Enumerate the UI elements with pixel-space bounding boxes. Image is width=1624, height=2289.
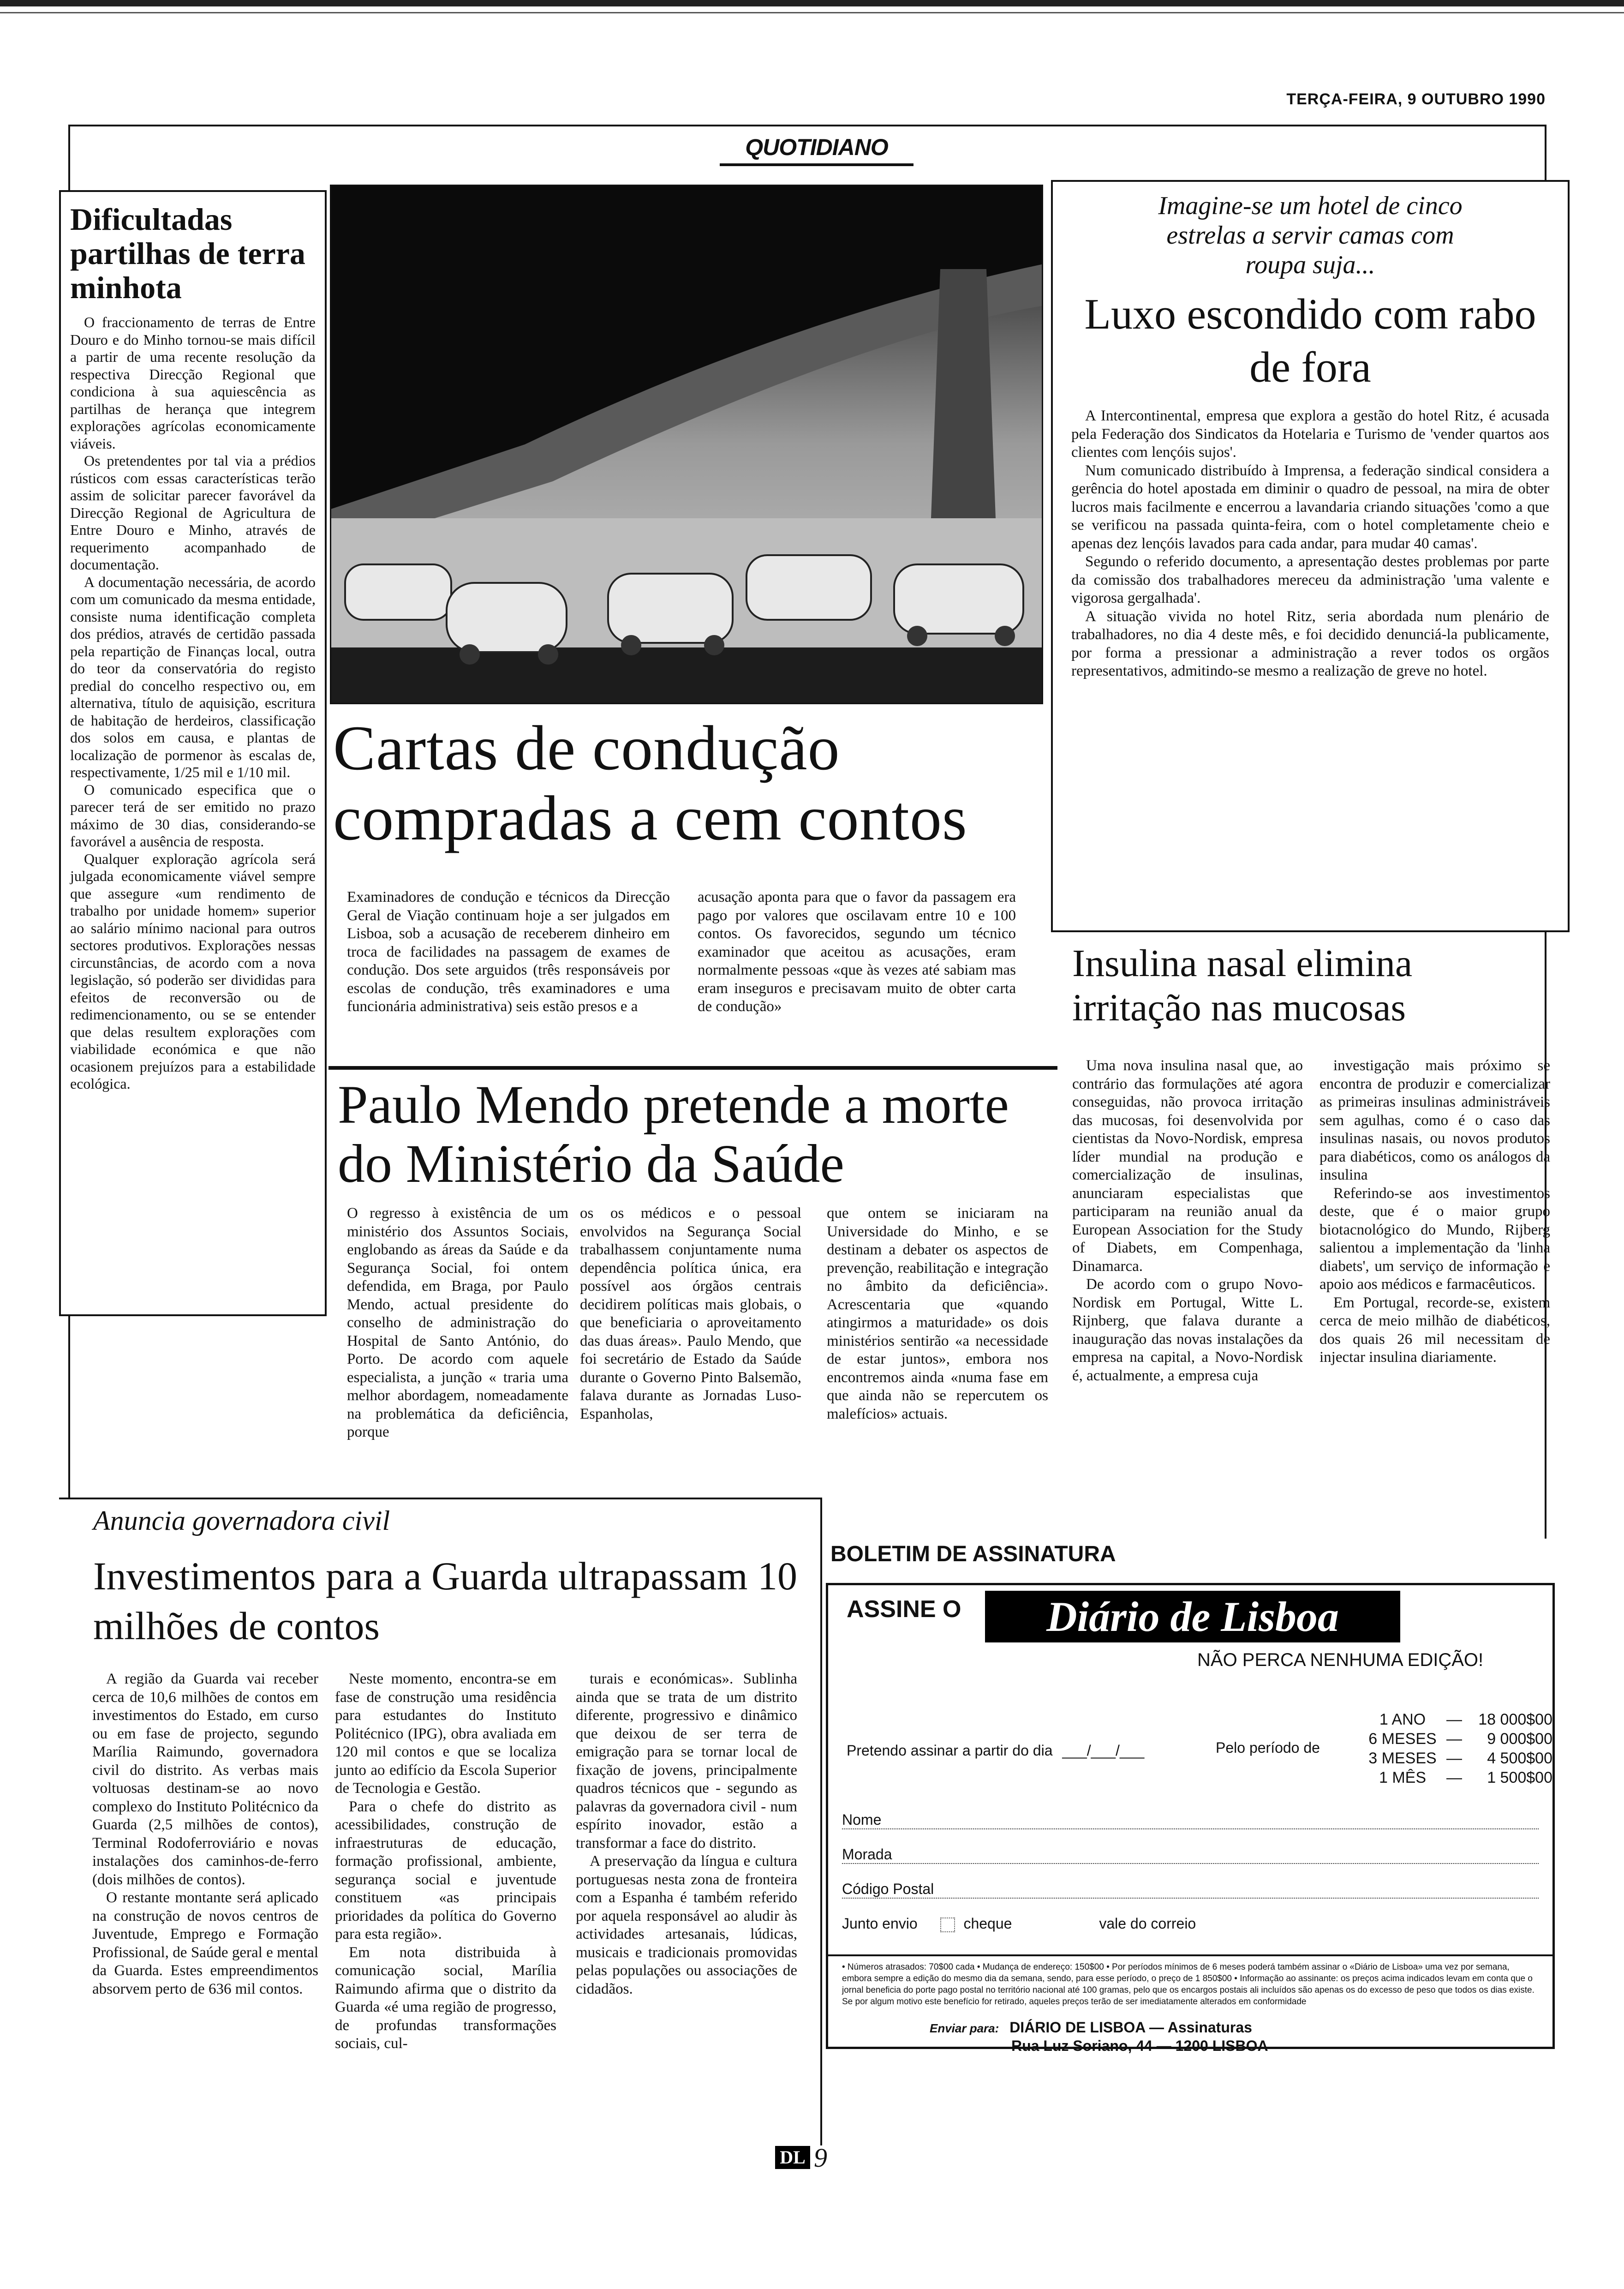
payment-label: Junto envio bbox=[842, 1915, 918, 1932]
paragraph: O fraccionamento de terras de Entre Douro e do Minho tornou-se mais difícil a partir de uma recente resolução da respectiva Direcção Regional que condiciona à sua aquiescência as partilhas de herança que integrem explorações agrícolas economicamente viáveis. bbox=[70, 314, 316, 452]
parking-photo bbox=[330, 185, 1043, 704]
diario-lisboa-logo: Diário de Lisboa bbox=[985, 1591, 1400, 1642]
cheque-checkbox[interactable] bbox=[940, 1917, 955, 1932]
paragraph: Qualquer exploração agrícola será julgada economicamente viável sempre que assegure «um rendimento de trabalho por unidade homem» superior ao salário mínimo nacional para outros sectores produtivos. Explorações nessas circunstâncias, de acordo com a nova legislação, só poderão ser divididas para efeitos de reconversão ou de redimencionamento, ou se se entender que delas resultem explorações com viabilidade económica e que não ocasionem prejuízos para a estabilidade ecológica. bbox=[70, 850, 316, 1092]
vale-label: vale do correio bbox=[1099, 1915, 1196, 1932]
paragraph: Os pretendentes por tal via a prédios rústicos com essas características terão assim de solicitar parecer favorável da Direcção Regional de Agricultura de Entre Douro e Minho, através de requerimento acompanhado de documentação. bbox=[70, 452, 316, 573]
footer-logo: DL bbox=[775, 2146, 810, 2169]
subscription-footnote: • Números atrasados: 70$00 cada • Mudança de endereço: 150$00 • Por períodos mínimos de 6 meses poderá também assinar o «Diário de Lisboa» uma vez por semana, embora sempre a edição do mesmo dia da semana, sendo, para esse período, o preço de 1 850$00 • Informação ao assinante: os preços acima indicados levam em conta que o jornal beneficia do porte pago postal no território nacional até 100 gramas, pelo que os encargos postais ali incluídos são apenas os do excesso de peso que todos os dias existe. Se por algum motivo este benefício for retirado, aqueles preços terão de ser imediatamente alterados em conformidade bbox=[842, 1962, 1534, 2007]
article-mendo-col3: que ontem se iniciaram na Universidade do Minho, e se destinam a debater os aspectos de prevenção, reabilitação e integração no âmbito da deficiência». Acrescentaria que «quando atingirmos a maturidade» os dois ministérios sentirão «a necessidade de estar juntos», embora nos encontremos ainda «numa fase em que ainda não se repercutem os malefícios» actuais. bbox=[827, 1205, 1048, 1422]
paragraph: investigação mais próximo se encontra de produzir e comercializar as primeiras insulinas administráveis sem agulhas, como é o caso das insulinas nasais, ou novos produtos para diabéticos, como os análogos da insulina bbox=[1320, 1057, 1550, 1183]
article-insulina-col2 bbox=[1320, 1057, 1550, 1367]
article-ritz-body bbox=[1071, 407, 1549, 681]
paragraph: A preservação da língua e cultura portuguesas nesta zona de fronteira com a Espanha é também referido por aquela responsável ao aludir às actividades artesanais, lúdicas, musicais e tradicionais promovidas pelas populações ou associações de cidadãos. bbox=[576, 1853, 797, 1997]
paragraph: Em nota distribuida à comunicação social, Marília Raimundo afirma que o distrito da Guarda «é uma região de progresso, de profundas transformações sociais, cul- bbox=[335, 1944, 556, 2052]
address-field[interactable]: Morada bbox=[842, 1846, 1539, 1864]
paragraph: Segundo o referido documento, a apresentação destes problemas por parte da comissão dos trabalhadores mereceu da administração 'uma valente e vigorosa gergalhada'. bbox=[1071, 553, 1549, 606]
subscription-tagline: NÃO PERCA NENHUMA EDIÇÃO! bbox=[1197, 1650, 1484, 1670]
page-number: 9 bbox=[814, 2143, 827, 2173]
page-date: TERÇA-FEIRA, 9 OUTUBRO 1990 bbox=[1286, 90, 1546, 108]
article-cartas-rule bbox=[328, 1066, 1057, 1070]
period-options bbox=[1359, 1710, 1552, 1787]
article-ritz-kicker: Imagine-se um hotel de cinco estrelas a servir camas com roupa suja... bbox=[1158, 192, 1463, 279]
article-guarda-kicker: Anuncia governadora civil bbox=[93, 1505, 390, 1536]
overpass-cars-image bbox=[331, 186, 1042, 703]
paragraph: A documentação necessária, de acordo com um comunicado da mesma entidade, consiste numa identificação completa dos prédios, através de certidão passada pela repartição de Finanças local, outra do teor da conservatória do registo predial do concelho respectivo ou, em alternativa, título de aquisição, escritura de habitação de herdeiros, classificação dos solos em causa, e plantas de localização de pormenor às escalas de, respectivamente, 1/25 mil e 1/10 mil. bbox=[70, 573, 316, 780]
article-guarda-col3 bbox=[576, 1670, 797, 1998]
top-rule bbox=[0, 0, 1624, 6]
article-mendo-col1: O regresso à existência de um ministério dos Assuntos Sociais, englobando as áreas da Saúde e da Segurança Social, foi ontem defendida, em Braga, por Paulo Mendo, actual presidente do conselho de administração do Hospital de Santo António, do Porto. De acordo com aquele especialista, a junção « traria uma melhor abordagem, nomeadamente na problemática da deficiência, porque bbox=[347, 1205, 568, 1440]
paragraph: Num comunicado distribuído à Imprensa, a federação sindical considera a gerência do hotel apostada em diminir o quadro de pessoal, na mira de obter lucros mais facilmente e encerrou a lavandaria criando situações 'como a que se verificou na passada quinta-feira, com o hotel completamente cheio e apenas dez lençóis lavados para cada andar, para mudar 40 camas'. bbox=[1071, 462, 1549, 552]
section-title: QUOTIDIANO bbox=[720, 134, 914, 166]
article-cartas bbox=[328, 713, 1048, 1064]
paragraph: Para o chefe do distrito as acessibilidades, construção de infraestruturas de educação, formação profissional, ambiente, segurança social e juventude constituem «as principais prioridades da política do Governo para esta região». bbox=[335, 1798, 556, 1942]
price-row[interactable]: 6 MESES — 9 000$00 bbox=[1368, 1730, 1552, 1748]
start-date-label: Pretendo assinar a partir do dia bbox=[847, 1742, 1053, 1759]
article-guarda-title: Investimentos para a Guarda ultrapassam 10 milhões de contos bbox=[93, 1554, 797, 1648]
subscription-divider bbox=[828, 1954, 1552, 1956]
paragraph: Referindo-se aos investimentos deste, que é o maior grupo biotacnológico do Mundo, Rijberg salientou a implementação da 'linha diabets', um serviço de informação e apoio aos médicos e farmacêuticos. bbox=[1320, 1185, 1550, 1293]
name-field[interactable]: Nome bbox=[842, 1811, 1539, 1829]
article-insulina bbox=[1061, 941, 1550, 1486]
article-guarda-col1 bbox=[92, 1670, 318, 1998]
article-partilhas bbox=[59, 190, 327, 1316]
paragraph: A região da Guarda vai receber cerca de 10,6 milhões de contos em investimentos do Estado, em curso ou em fase de projecto, segundo Marília Raimundo, governadora civil do distrito. As verbas mais voltuosas destinam-se ao novo complexo do Instituto Politécnico da Guarda (2,5 milhões de contos), Terminal Rodoferroviário e novas instalações dos caminhos-de-ferro (dois milhões de contos). bbox=[92, 1671, 318, 1888]
start-date-field[interactable]: ___/___/___ bbox=[1062, 1742, 1145, 1759]
subscription-box bbox=[826, 1583, 1555, 2054]
article-mendo-title: Paulo Mendo pretende a morte do Ministério da Saúde bbox=[338, 1074, 1009, 1194]
paragraph: Neste momento, encontra-se em fase de construção uma residência para estudantes do Instituto Politécnico (IPG), obra avaliada em 120 mil contos e que se localiza junto ao edifício da Escola Superior de Tecnologia e Gestão. bbox=[335, 1671, 556, 1797]
start-date-row bbox=[847, 1742, 1144, 1759]
paragraph: Em Portugal, recorde-se, existem cerca de meio milhão de diabéticos, dos quais 26 mil necessitam de injectar insulina diariamente. bbox=[1320, 1294, 1550, 1366]
assine-label: ASSINE O bbox=[847, 1596, 961, 1623]
article-cartas-col2: acusação aponta para que o favor da passagem era pago por valores que oscilavam entre 10 e 100 contos. Os favorecidos, segundo um técnico examinador que aceitou as acusações, eram normalmente pessoas «que às vezes até sabiam mas eram inseguros e precisavam muito de obter carta de condução» bbox=[698, 889, 1016, 1015]
article-partilhas-title: Dificultadas partilhas de terra minhota bbox=[70, 202, 305, 305]
period-label: Pelo período de bbox=[1216, 1739, 1320, 1756]
paragraph: A situação vivida no hotel Ritz, seria abordada num plenário de trabalhadores, no dia 4 deste mês, e foi decidido denunciá-la publicamente, por forma a pressionar a administração a rever todos os orgãos representativos, admitindo-se mesmo a realização de greve no hotel. bbox=[1071, 608, 1549, 679]
send-to bbox=[930, 2019, 1252, 2036]
article-guarda bbox=[59, 1498, 822, 2145]
article-mendo bbox=[328, 1075, 1057, 1481]
paragraph: De acordo com o grupo Novo-Nordisk em Portugal, Witte L. Rijnberg, que falava durante a inauguração das novas instalações da empresa na capital, a Novo-Nordisk é, actualmente, a empresa cuja bbox=[1072, 1276, 1303, 1384]
price-row[interactable]: 3 MESES — 4 500$00 bbox=[1368, 1750, 1552, 1767]
article-guarda-col2 bbox=[335, 1670, 556, 2053]
article-insulina-col1 bbox=[1072, 1057, 1303, 1385]
paragraph: O restante montante será aplicado na construção de novos centros de Juventude, Emprego e Formação Profissional, de Saúde geral e mental da Guarda. Estes empreendimentos absorvem perto de 636 mil contos. bbox=[92, 1889, 318, 1997]
send-name: DIÁRIO DE LISBOA — Assinaturas bbox=[1009, 2019, 1252, 2036]
subscription-form bbox=[826, 1523, 1564, 2137]
postal-code-field[interactable]: Código Postal bbox=[842, 1881, 1539, 1899]
article-partilhas-body bbox=[70, 314, 316, 1093]
article-insulina-title: Insulina nasal elimina irritação nas mucosas bbox=[1072, 942, 1413, 1029]
article-mendo-col2: os os médicos e o pessoal envolvidos na Segurança Social trabalhassem conjuntamente numa dependência política única, era possível aos órgãos centrais decidirem políticas mais globais, o que beneficiaria o aproveitamento das duas áreas». Paulo Mendo, que foi secretário de Estado da Saúde durante o Governo Pinto Balsemão, falava durante as Jornadas Luso-Espanholas, bbox=[580, 1205, 801, 1422]
price-row[interactable]: 1 ANO — 18 000$00 bbox=[1379, 1711, 1552, 1728]
cheque-label: cheque bbox=[963, 1915, 1012, 1932]
article-ritz bbox=[1051, 180, 1570, 932]
price-row[interactable]: 1 MÊS — 1 500$00 bbox=[1379, 1769, 1552, 1786]
article-cartas-col1: Examinadores de condução e técnicos da Direcção Geral de Viação continuam hoje a ser julgados em Lisboa, sob a acusação de receberem dinheiro em troca de facilidades na passagem de exames de condução. Dos sete arguidos (três responsáveis por escolas de condução, três examinadores e uma funcionária administrativa) seis estão presos e a bbox=[347, 889, 670, 1015]
paragraph: A Intercontinental, empresa que explora a gestão do hotel Ritz, é acusada pela Federação dos Sindicatos da Hotelaria e Turismo de 'vender quartos aos clientes com lençóis sujos'. bbox=[1071, 407, 1549, 461]
subscription-title: BOLETIM DE ASSINATURA bbox=[830, 1542, 1116, 1566]
payment-row bbox=[842, 1915, 1196, 1932]
paragraph: Uma nova insulina nasal que, ao contrário das formulações até agora conseguidas, não provoca irritação das mucosas, foi desenvolvida por cientistas da Novo-Nordisk, empresa líder mundial na produção e comercialização de insulinas, anunciaram especialistas que participaram na reunião anual da European Association for the Study of Diabets, em Compenhaga, Dinamarca. bbox=[1072, 1057, 1303, 1275]
top-rule-thin bbox=[0, 12, 1624, 13]
send-label: Enviar para: bbox=[930, 2021, 999, 2035]
send-address: Rua Luz Soriano, 44 — 1200 LISBOA bbox=[1011, 2037, 1268, 2054]
article-ritz-title: Luxo escondido com rabo de fora bbox=[1084, 290, 1536, 391]
paragraph: O comunicado especifica que o parecer terá de ser emitido no prazo máximo de 30 dias, considerando-se favorável a ausência de resposta. bbox=[70, 781, 316, 850]
paragraph: turais e económicas». Sublinha ainda que se trata de um distrito diferente, progressivo e dinâmico que deixou de ser terra de emigração para se tornar local de fixação de jovens, principalmente quadros técnicos que - segundo as palavras da governadora civil - num espírito inovador, estão a transformar a face do distrito. bbox=[576, 1671, 797, 1852]
article-cartas-title: Cartas de condução compradas a cem contos bbox=[333, 713, 967, 853]
